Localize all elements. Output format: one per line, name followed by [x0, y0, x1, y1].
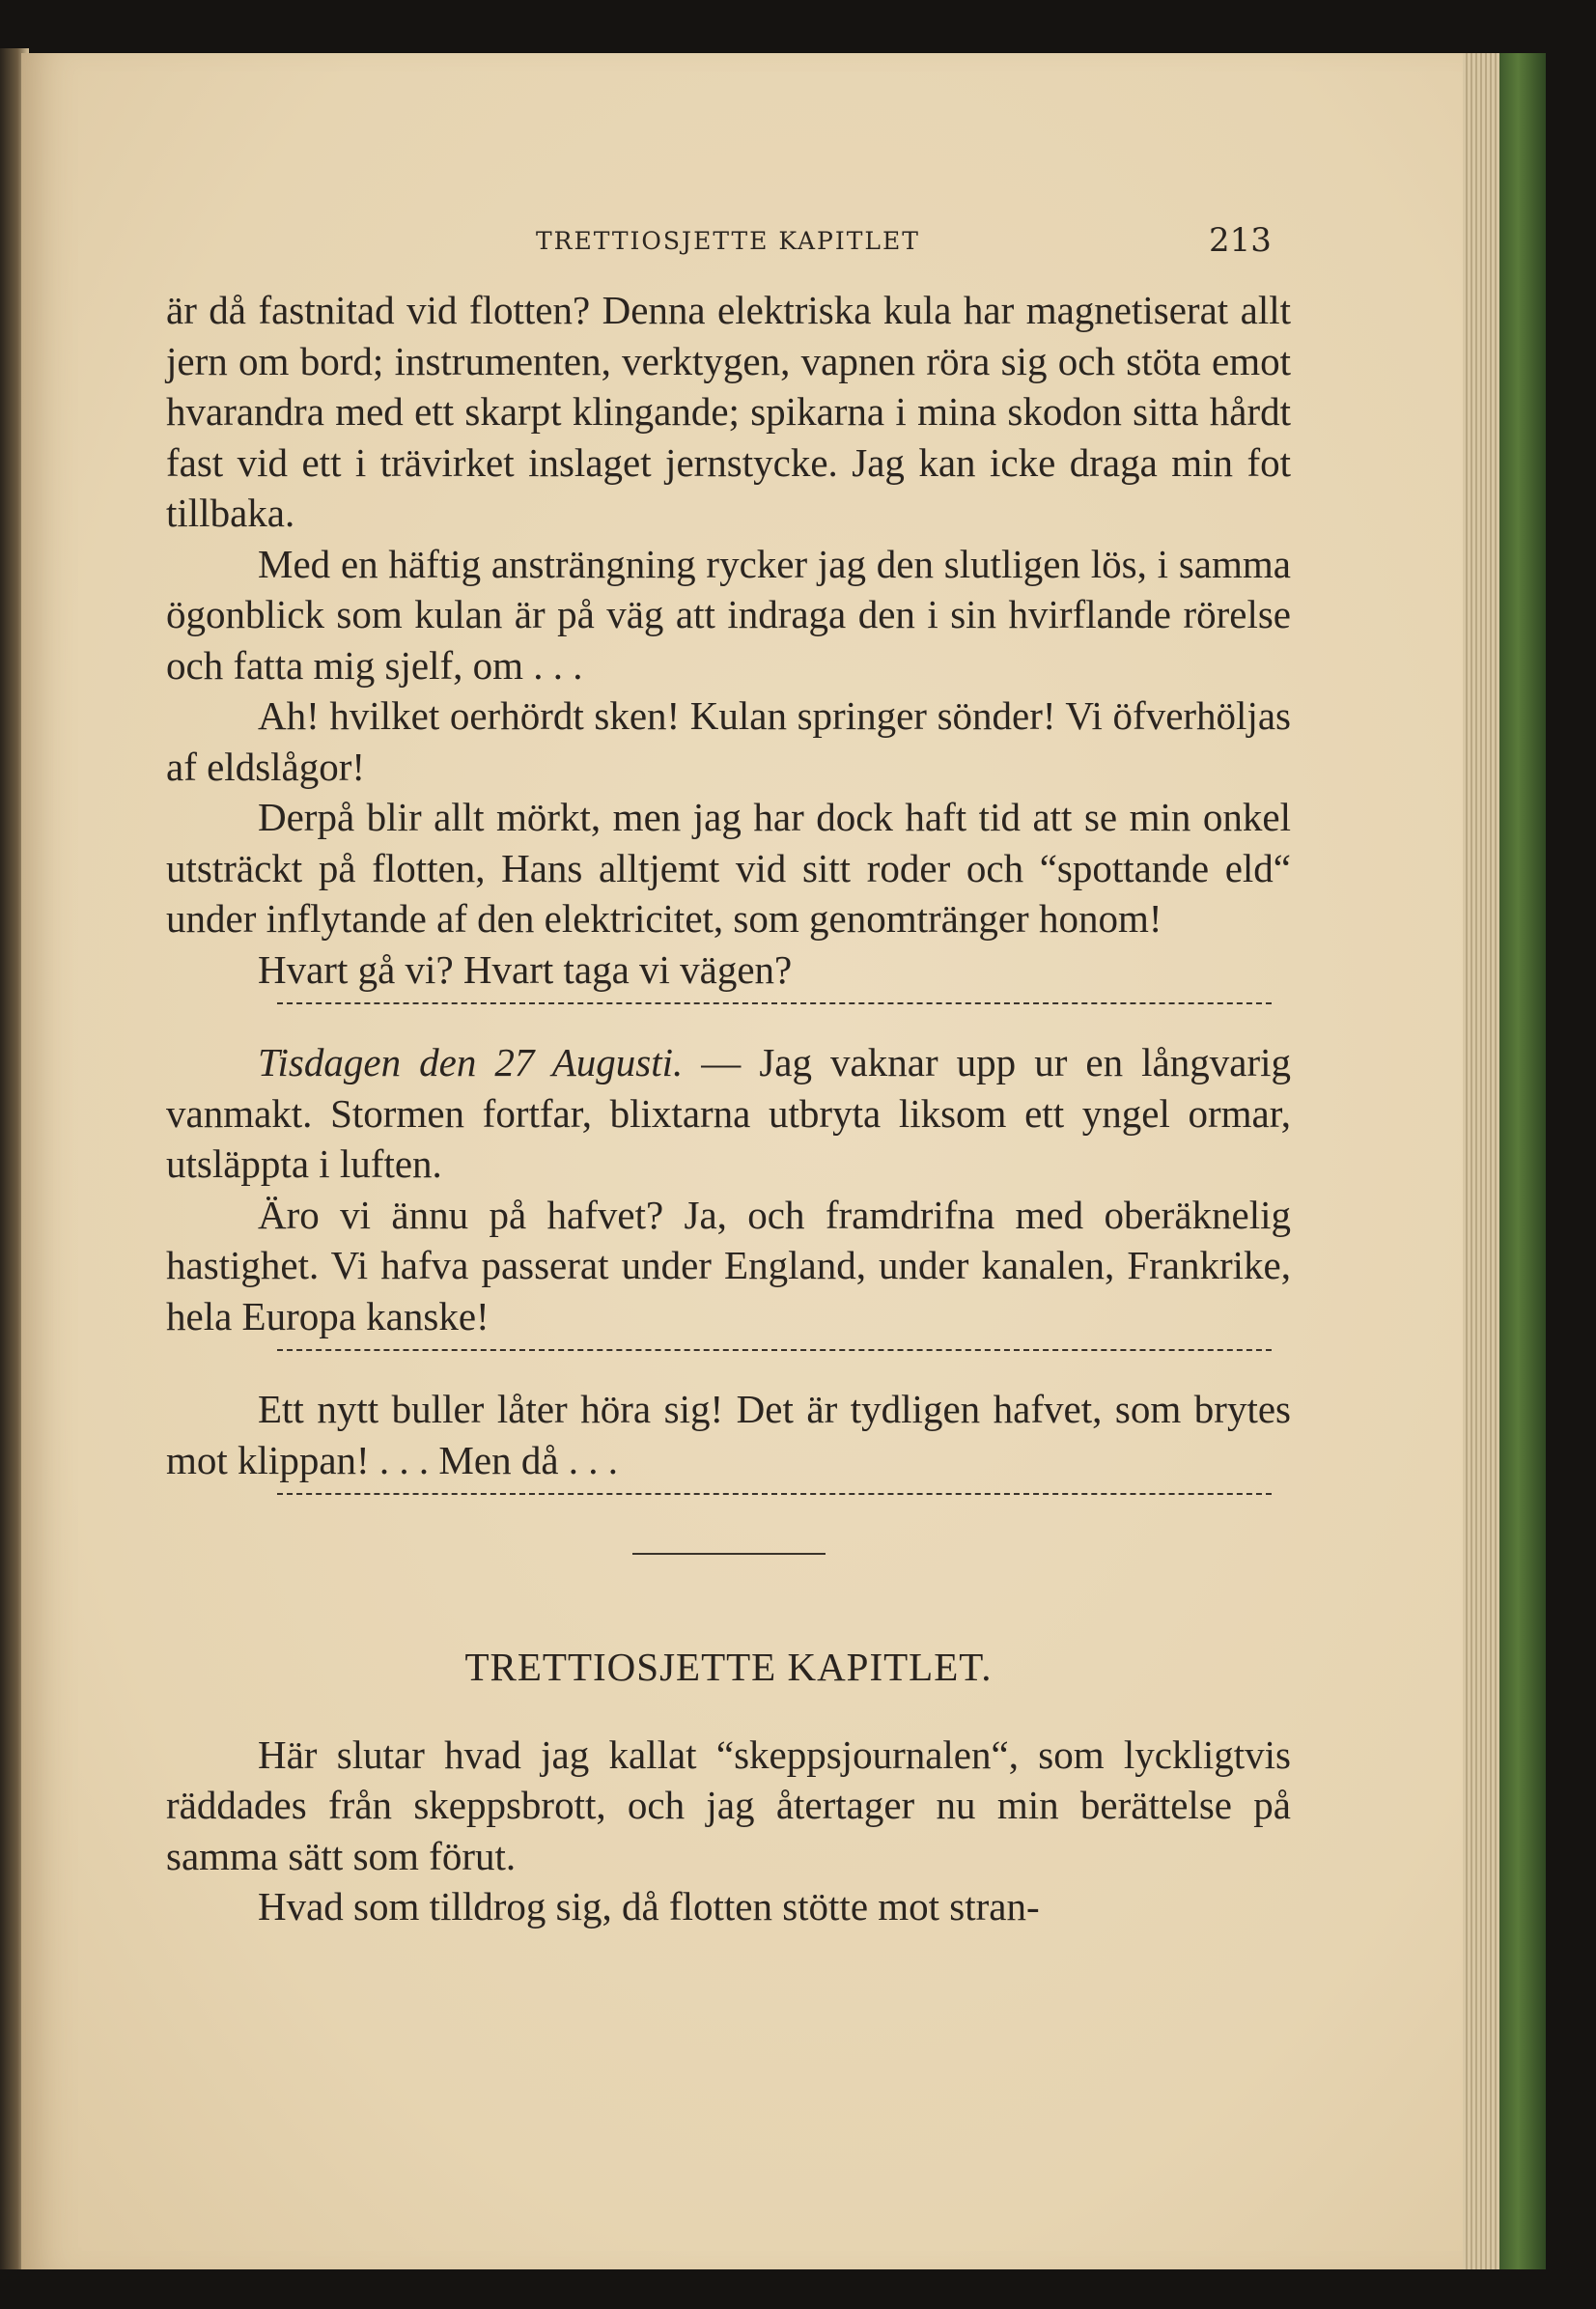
chapter-divider [632, 1553, 826, 1555]
paragraph: är då fastnitad vid flotten? Denna elektriska kula har magnetiserat allt jern om bord; instrumenten, verktygen, vapnen röra sig och stöta emot hvarandra med ett skarpt klingande; spikarna i mina skodon sitta hårdt fast vid ett i trävirket inslaget jernstycke. Jag kan icke draga min fot tillbaka. [166, 288, 1291, 535]
paragraph: Hvad som tilldrog sig, då flotten stötte mot stran- [258, 1884, 1040, 1929]
paragraph: Ett nytt buller låter höra sig! Det är tydligen hafvet, som brytes mot klippan! . . . Men då . . . [166, 1387, 1291, 1482]
dashed-separator [277, 1493, 1272, 1514]
page-body [166, 285, 1291, 1932]
running-head: TRETTIOSJETTE KAPITLET [536, 227, 920, 255]
book-cover-edge [1499, 53, 1546, 2269]
paragraph: Derpå blir allt mörkt, men jag har dock haft tid att se min onkel utsträckt på flotten, Hans alltjemt vid sitt roder och “spottande eld“ under inflytande af den elektricitet, som genomtränger honom! [166, 795, 1291, 941]
paragraph: Hvart gå vi? Hvart taga vi vägen? [258, 946, 793, 992]
page-number: 213 [1209, 221, 1272, 260]
paragraph: Ah! hvilket oerhördt sken! Kulan springer sönder! Vi öfverhöljas af eldslågor! [166, 693, 1291, 789]
page-fore-edge [1463, 53, 1499, 2269]
page-header [21, 221, 1470, 269]
diary-date: Tisdagen den 27 Augusti. [258, 1040, 684, 1084]
paragraph [166, 1037, 1291, 1190]
paragraph: Äro vi ännu på hafvet? Ja, och framdrifna med oberäknelig hastighet. Vi hafva passerat under England, under kanalen, Frankrike, hela Europa kanske! [166, 1192, 1291, 1338]
paragraph: Här slutar hvad jag kallat “skeppsjournalen“, som lyckligtvis räddades från skeppsbrott, och jag återtager nu min berättelse på samma sätt som förut. [166, 1732, 1291, 1878]
paragraph-text: — Jag vaknar upp ur en långvarig vanmakt. Stormen fortfar, blixtarna utbryta liksom ett yngel ormar, utsläppta i luften. [166, 1040, 1291, 1186]
paragraph: Med en häftig ansträngning rycker jag den slutligen lös, i samma ögonblick som kulan är på väg att indraga den i sin hvirflande rörelse och fatta mig sjelf, om . . . [166, 541, 1291, 688]
dashed-separator [277, 1002, 1272, 1024]
chapter-title: TRETTIOSJETTE KAPITLET. [464, 1645, 993, 1689]
dashed-separator [277, 1349, 1272, 1370]
book-page [21, 53, 1470, 2269]
